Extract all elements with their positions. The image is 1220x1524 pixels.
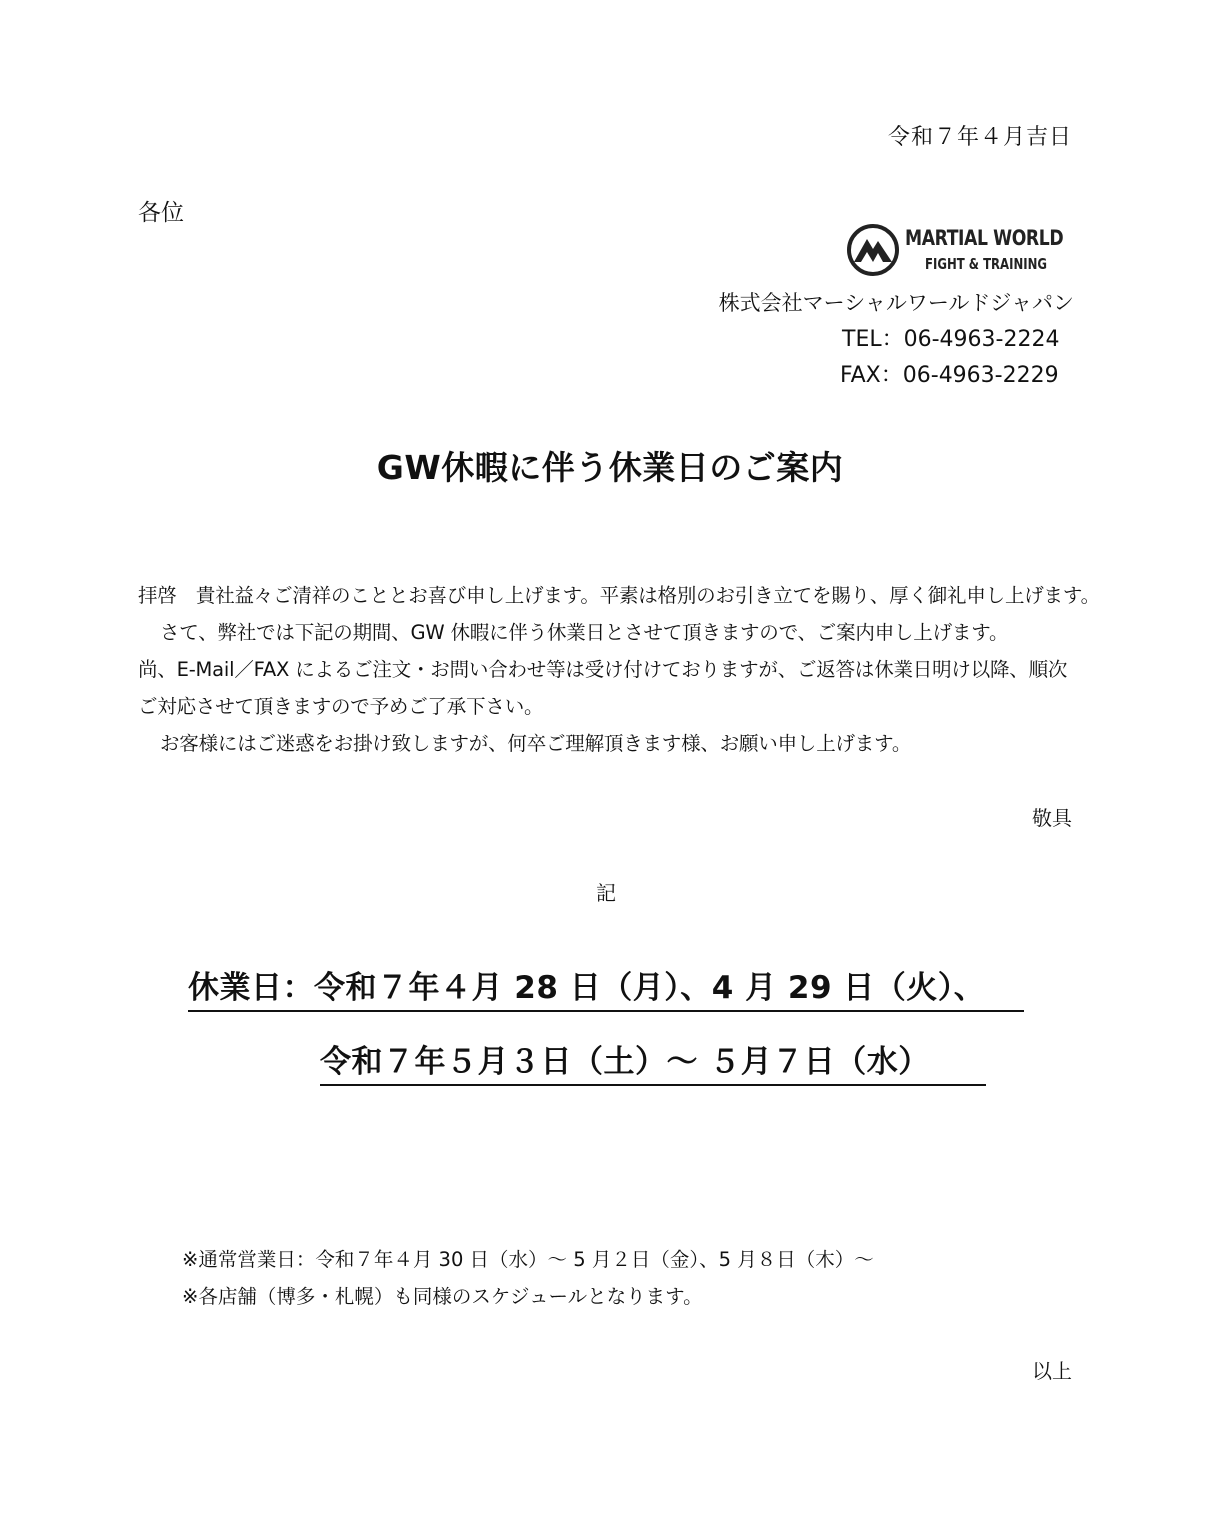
addressee: 各位 [138,200,184,226]
document-date: 令和７年４月吉日 [887,125,1072,150]
body-paragraph: お客様にはご迷惑をお掛け致しますが、何卒ご理解頂きます様、お願い申し上げます。 [160,732,912,755]
closing-phrase: 敬具 [1032,806,1072,830]
logo-tagline: FIGHT & TRAINING [925,255,1048,273]
body-paragraph: さて、弊社では下記の期間、GW 休暇に伴う休業日とさせて頂きますので、ご案内申し上げます。 [160,621,1009,644]
holiday-dates-line: 休業日：令和７年４月 28 日（月）、4 月 29 日（火）、 [188,962,1024,1012]
body-paragraph: 拝啓 貴社益々ご清祥のこととお喜び申し上げます。平素は格別のお引き立てを賜り、厚く御礼申し上げます。 [138,584,1100,607]
end-mark: 以上 [1032,1359,1072,1383]
notation-heading: 記 [596,881,616,905]
telephone-number: TEL：06-4963-2224 [842,327,1060,352]
holiday-dates-line: 令和７年５月３日（土）～ ５月７日（水） [320,1036,986,1086]
page-title: GW休暇に伴う休業日のご案内 [376,448,844,487]
body-paragraph: ご対応させて頂きますので予めご了承下さい。 [138,695,544,718]
mountain-logo-icon [845,222,901,278]
body-paragraph: 尚、E-Mail／FAX によるご注文・お問い合わせ等は受け付けておりますが、ご返答は休業日明け以降、順次 [138,658,1068,681]
business-days-note: ※通常営業日：令和７年４月 30 日（水）～ 5 月２日（金）、5 月８日（木）～ [182,1248,874,1271]
company-logo [845,222,1065,280]
company-name: 株式会社マーシャルワールドジャパン [718,291,1074,315]
logo-wordmark: MARTIAL WORLD [905,226,1064,250]
fax-number: FAX：06-4963-2229 [840,363,1059,388]
branch-schedule-note: ※各店舗（博多・札幌）も同様のスケジュールとなります。 [182,1285,703,1308]
